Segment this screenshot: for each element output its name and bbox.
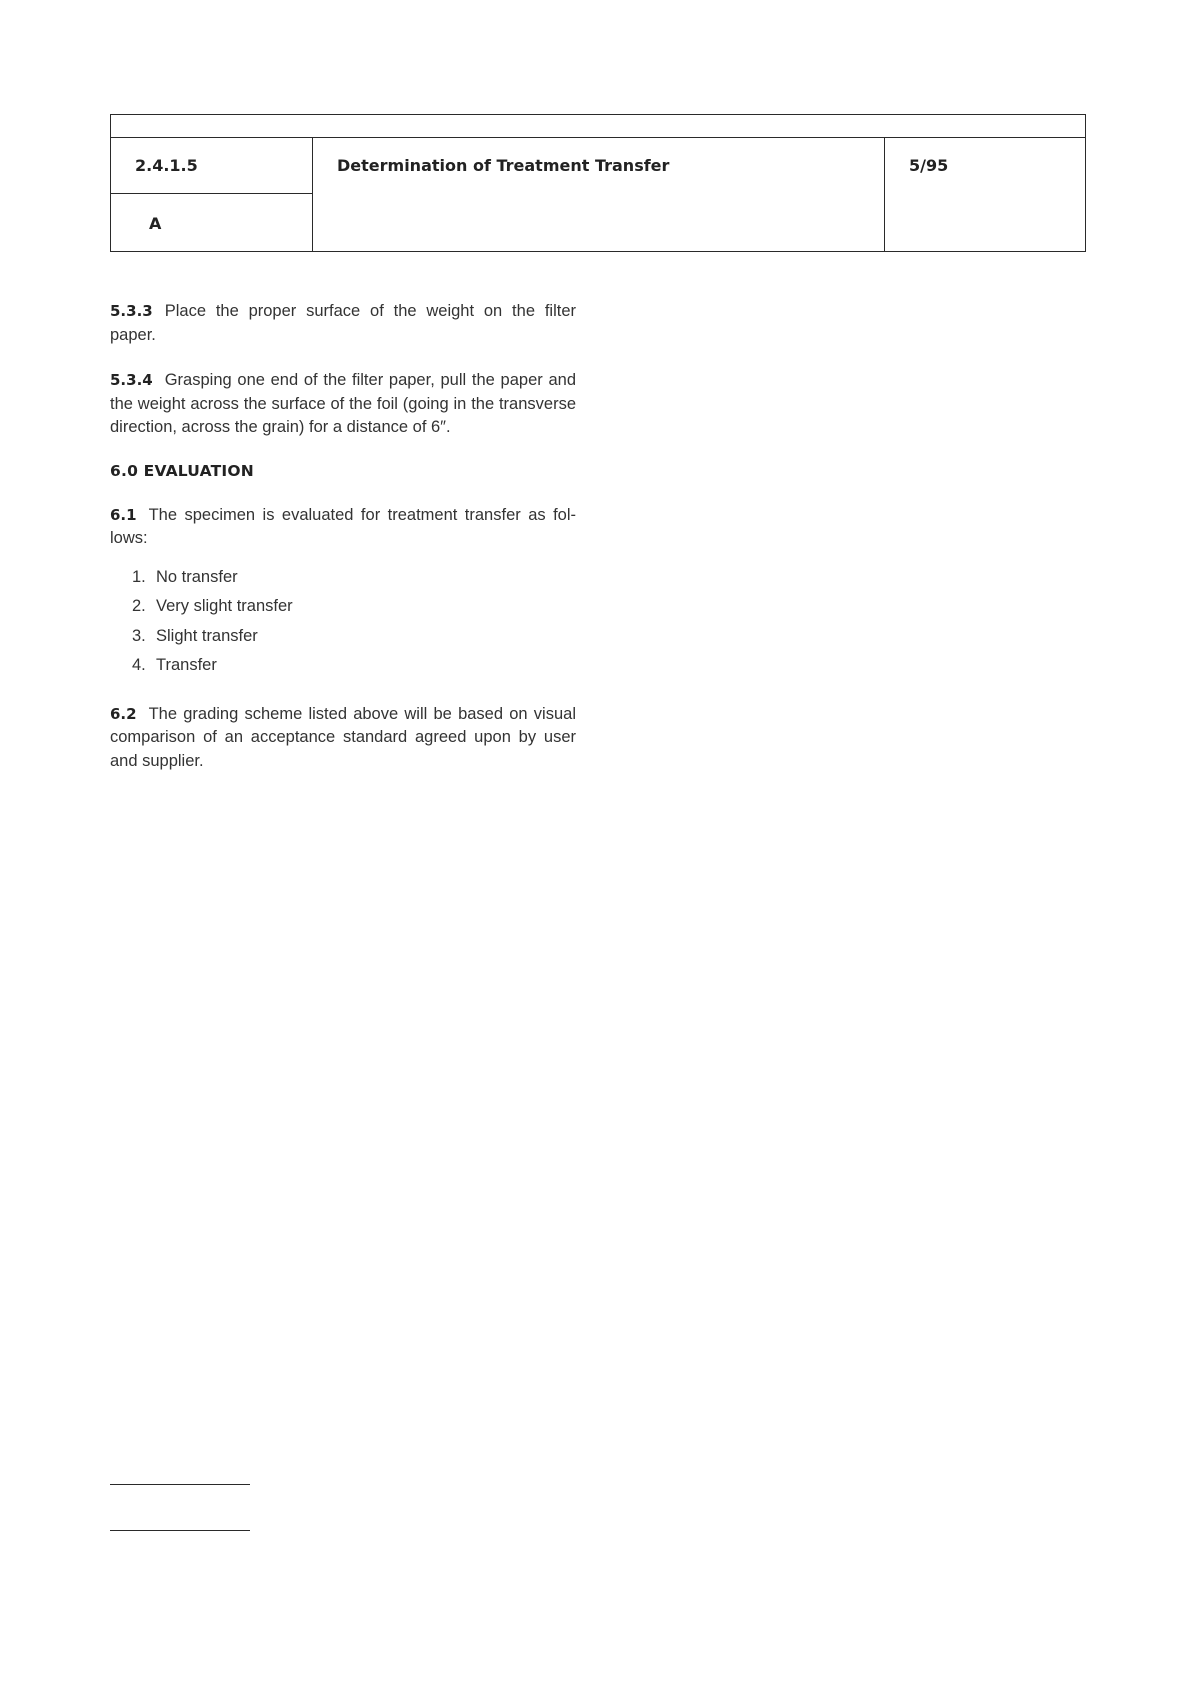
paragraph-number: 6.1 — [110, 505, 137, 524]
list-item-number: 2. — [132, 597, 146, 615]
list-item-number: 3. — [132, 626, 146, 645]
list-item-number: 4. — [132, 656, 146, 674]
header-left-column — [111, 138, 313, 251]
revision-letter: A — [149, 214, 162, 233]
paragraph-number: 5.3.4 — [110, 371, 153, 389]
document-header — [110, 114, 1086, 252]
evaluation-heading: 6.0 EVALUATION — [110, 461, 254, 480]
footer-rule-top — [110, 1484, 250, 1485]
list-item-label: Slight transfer — [156, 626, 258, 645]
list-item-label: Transfer — [156, 656, 217, 674]
header-page-cell — [885, 138, 1085, 251]
list-item — [132, 651, 576, 681]
list-item — [132, 563, 576, 593]
header-title-cell — [313, 138, 885, 251]
header-section-cell — [111, 138, 312, 194]
list-item-label: No transfer — [156, 567, 238, 586]
header-top-strip — [111, 115, 1085, 138]
document-title: Determination of Treatment Transfer — [337, 156, 670, 175]
paragraph-text: Grasping one end of the filter paper, pull the paper and the weight across the surface of the foil (going in the transverse direction, across the grain) for a distance of 6″. — [110, 371, 576, 436]
list-item-number: 1. — [132, 567, 146, 586]
list-item-label: Very slight transfer — [156, 597, 293, 615]
paragraph-number: 6.2 — [110, 704, 137, 723]
paragraph-text: The grading scheme listed above will be based on visual comparison of an acceptance standard agreed upon by user and supplier. — [110, 704, 576, 770]
paragraph-6-1 — [110, 504, 576, 551]
paragraph-5-3-4 — [110, 369, 576, 440]
paragraph-5-3-3 — [110, 300, 576, 347]
section-number: 2.4.1.5 — [135, 156, 198, 175]
list-item — [132, 592, 576, 622]
paragraph-text: Place the proper surface of the weight on the filter paper. — [110, 302, 576, 344]
grading-list — [110, 563, 576, 681]
paragraph-6-2 — [110, 703, 576, 774]
body-column — [110, 300, 576, 795]
paragraph-text: The specimen is evaluated for treatment transfer as fol-lows: — [110, 505, 576, 547]
list-item — [132, 622, 576, 652]
paragraph-number: 5.3.3 — [110, 302, 153, 320]
page-reference: 5/95 — [909, 156, 949, 175]
footer-rule-bottom — [110, 1530, 250, 1531]
